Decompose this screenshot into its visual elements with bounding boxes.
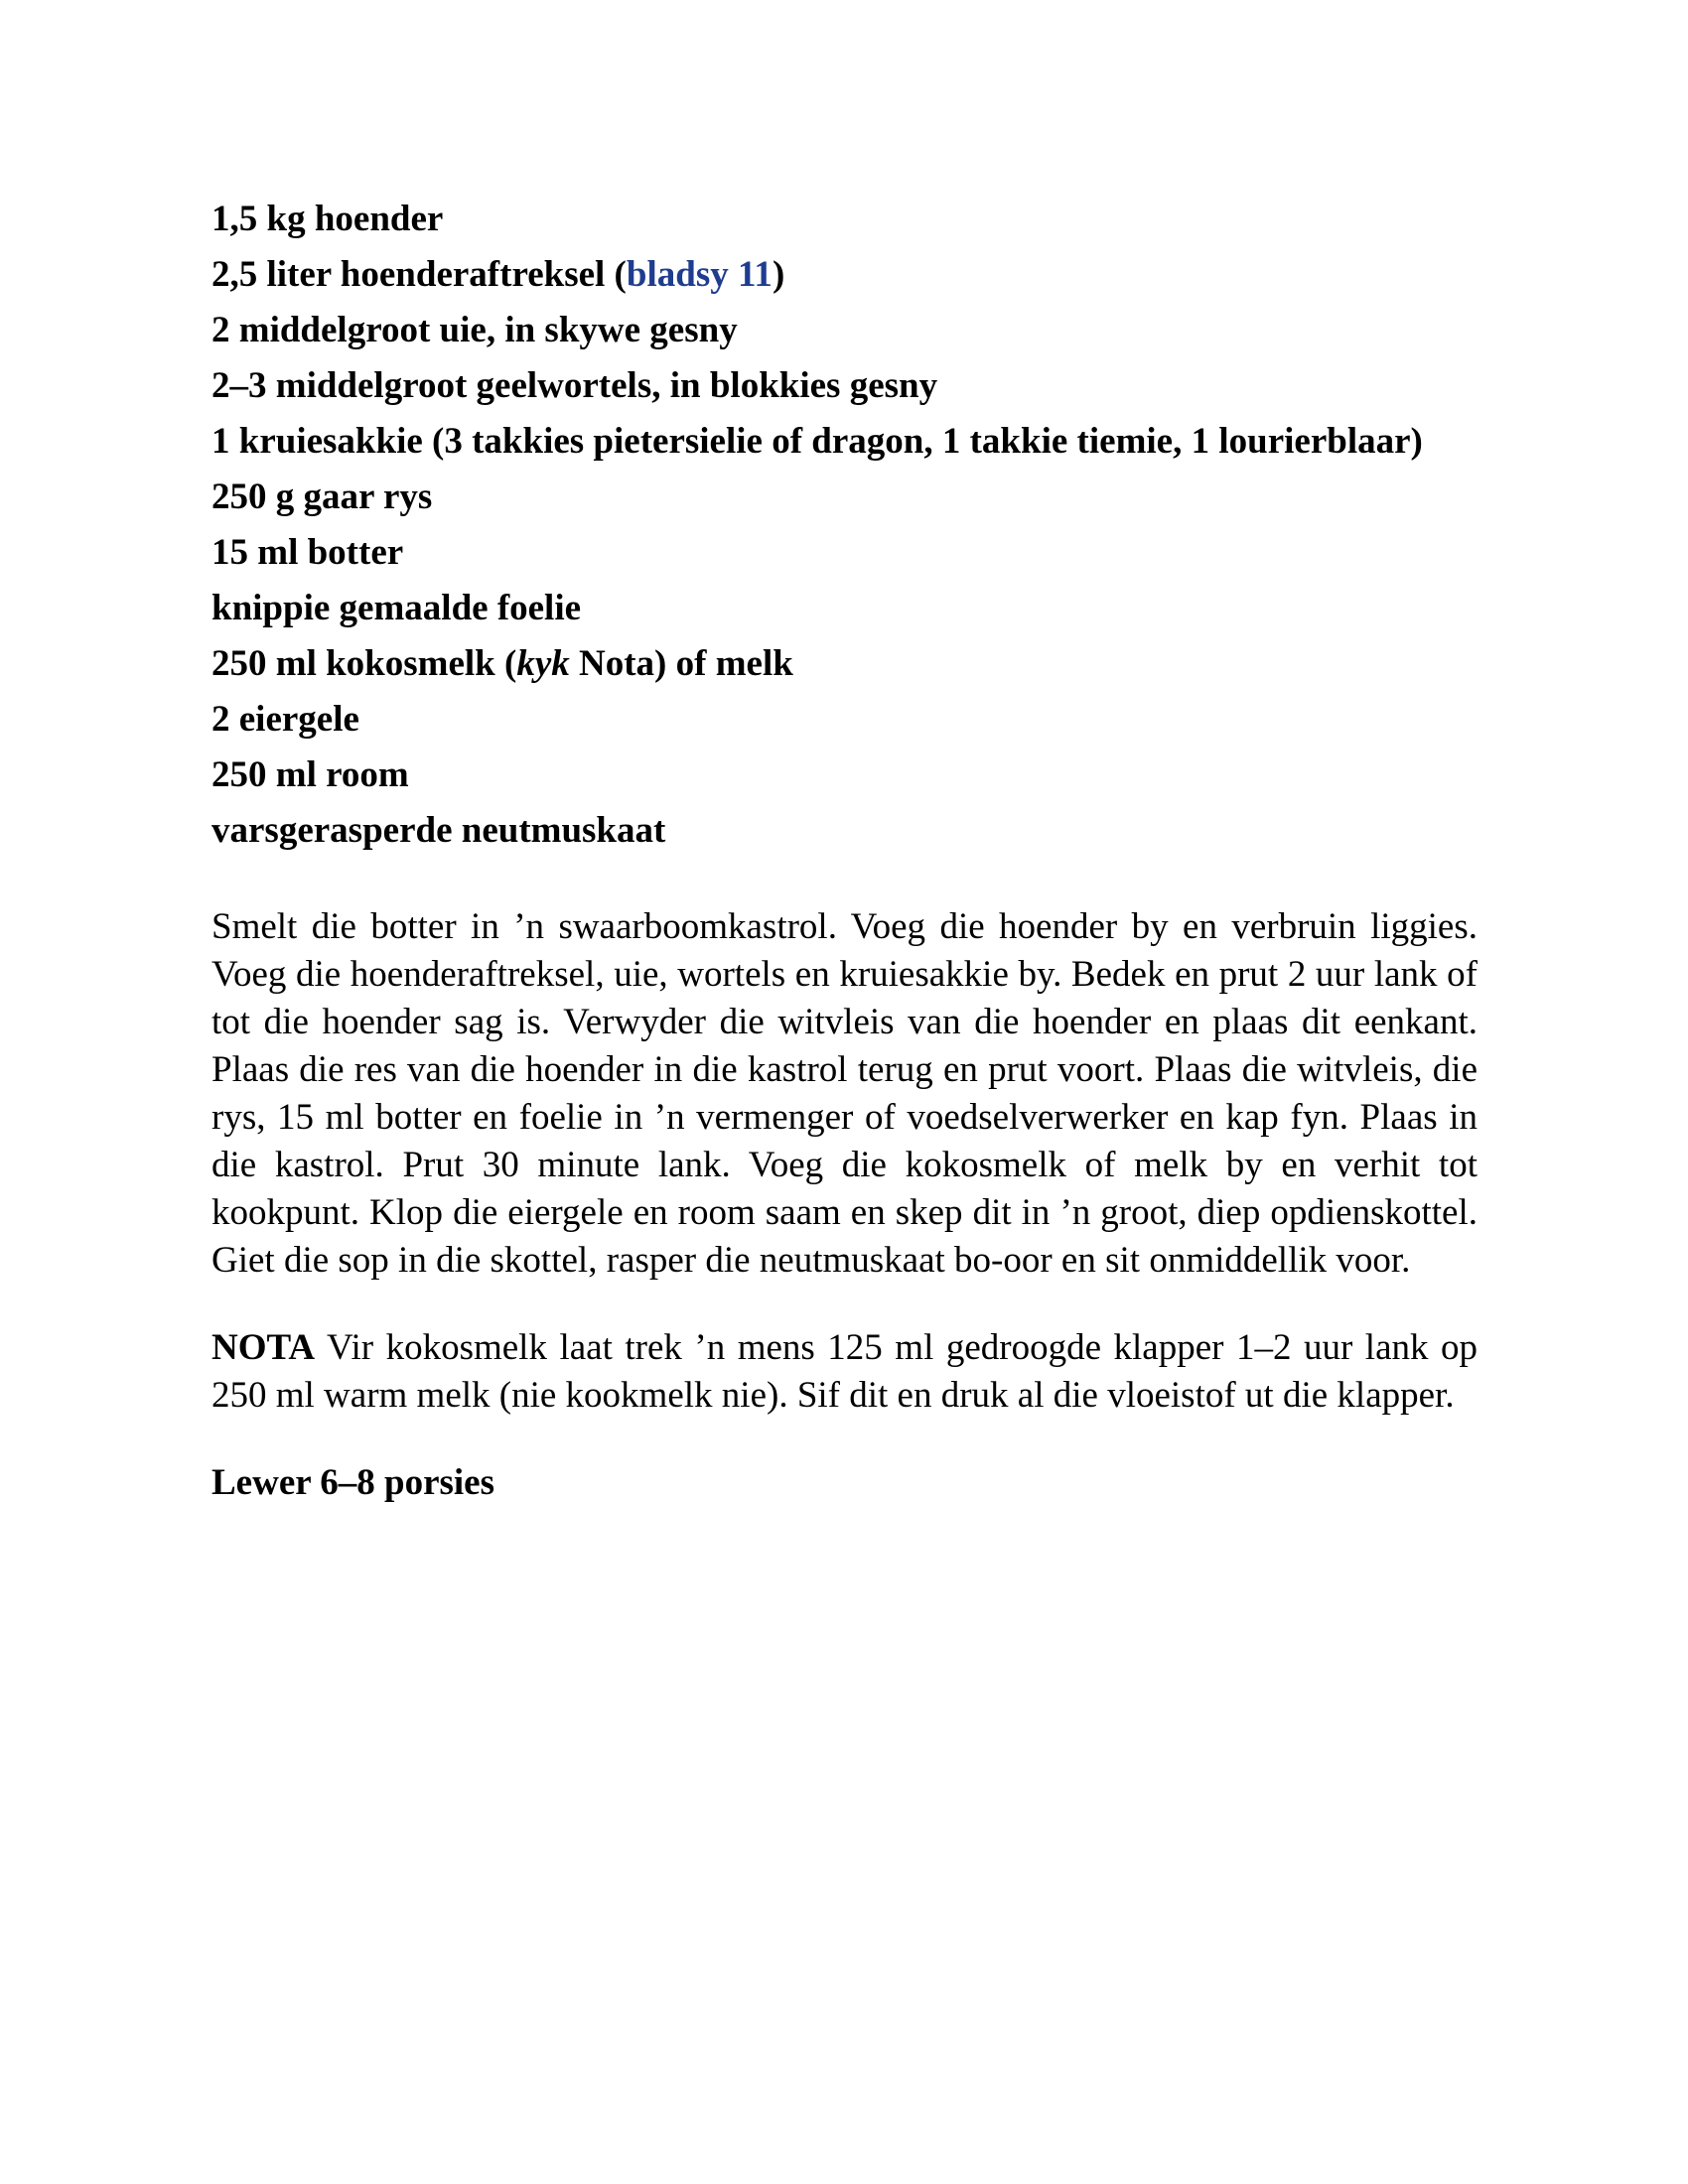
ingredient-item: [211, 418, 1477, 465]
ingredient-text: Nota) of melk: [569, 643, 793, 684]
ingredient-item: [211, 196, 1477, 242]
ingredient-list: [211, 196, 1477, 854]
yield-text: Lewer 6–8 porsies: [211, 1462, 494, 1503]
ingredient-item: [211, 807, 1477, 854]
ingredient-text: 1,5 kg hoender: [211, 199, 444, 239]
ingredient-item: [211, 640, 1477, 687]
ingredient-text: varsgerasperde neutmuskaat: [211, 810, 666, 851]
ingredient-item: [211, 751, 1477, 798]
ingredient-item: [211, 696, 1477, 743]
ingredient-item: [211, 529, 1477, 576]
ingredient-item: [211, 362, 1477, 409]
note-paragraph: [211, 1324, 1477, 1420]
note-text: Vir kokosmelk laat trek ’n mens 125 ml gedroogde klapper 1–2 uur lank op 250 ml warm melk (nie kookmelk nie). Sif dit en druk al die vloeistof ut die klapper.: [211, 1327, 1477, 1416]
method-paragraph: Smelt die botter in ’n swaarboomkastrol. Voeg die hoender by en verbruin liggies. Voeg die hoenderaftreksel, uie, wortels en kruiesakkie by. Bedek en prut 2 uur lank of tot die hoender sag is. Verwyder die witvleis van die hoender en plaas dit eenkant. Plaas die res van die hoender in die kastrol terug en prut voort. Plaas die witvleis, die rys, 15 ml botter en foelie in ’n vermenger of voedselverwerker en kap fyn. Plaas in die kastrol. Prut 30 minute lank. Voeg die kokosmelk of melk by en verhit tot kookpunt. Klop die eiergele en room saam en skep dit in ’n groot, diep opdienskottel. Giet die sop in die skottel, rasper die neutmuskaat bo-oor en sit onmiddellik voor.: [211, 906, 1477, 1281]
ingredient-text: 1 kruiesakkie (3 takkies pietersielie of dragon, 1 takkie tiemie, 1 lourierblaar): [211, 421, 1423, 462]
ingredient-text: 250 ml room: [211, 754, 409, 795]
recipe-page: [211, 196, 1477, 1507]
page-reference-link[interactable]: bladsy 11: [626, 254, 773, 295]
note-label: NOTA: [211, 1327, 316, 1368]
ingredient-text: 250 g gaar rys: [211, 477, 433, 517]
ingredient-text: 2 middelgroot uie, in skywe gesny: [211, 310, 738, 350]
ingredient-text: 250 ml kokosmelk (: [211, 643, 517, 684]
ingredient-text: 2 eiergele: [211, 699, 359, 740]
ingredient-text: knippie gemaalde foelie: [211, 588, 582, 628]
ingredient-item: [211, 251, 1477, 298]
ingredient-item: [211, 585, 1477, 631]
ingredient-italic-text: kyk: [516, 643, 570, 684]
ingredient-text: 2,5 liter hoenderaftreksel (: [211, 254, 627, 295]
ingredient-text: 15 ml botter: [211, 532, 404, 573]
ingredient-item: [211, 474, 1477, 520]
ingredient-text: 2–3 middelgroot geelwortels, in blokkies gesny: [211, 365, 938, 406]
ingredient-item: [211, 307, 1477, 353]
ingredient-text: ): [772, 254, 785, 295]
